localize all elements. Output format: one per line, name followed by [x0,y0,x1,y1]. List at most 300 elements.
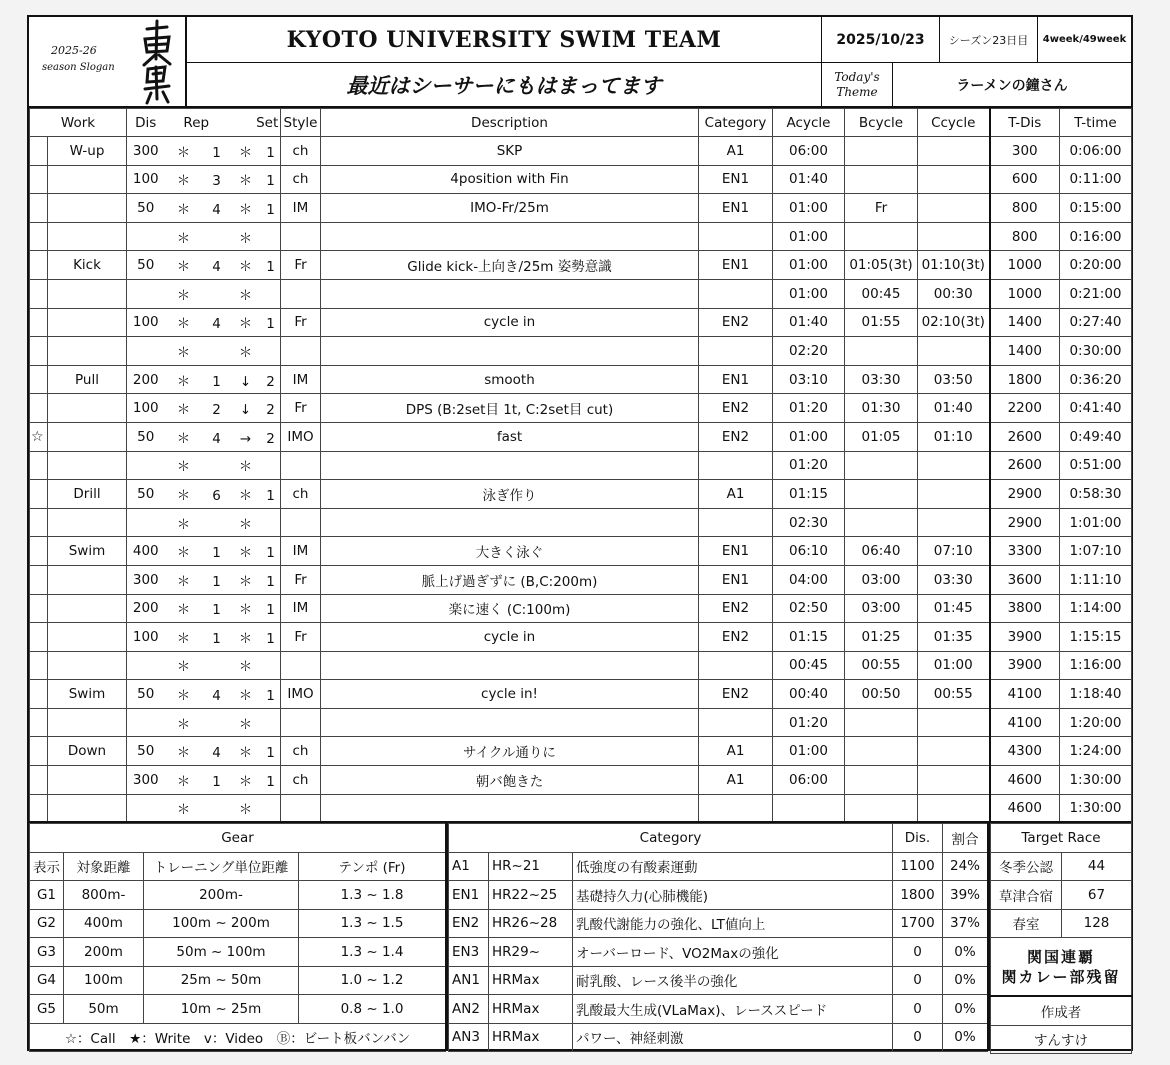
style-cell: ch [281,737,321,766]
category-cell [699,222,773,251]
category-cell: AN3 [449,1023,489,1052]
gear-cell: 800m- [64,881,144,910]
star-marker [30,279,48,308]
total-time-cell: 0:11:00 [1060,165,1132,194]
acycle-cell: 01:00 [773,422,845,451]
category-cell: 0 [893,966,943,995]
total-distance-cell: 4100 [990,680,1060,709]
work-cell [48,565,127,594]
total-time-cell: 0:58:30 [1060,480,1132,509]
set-value: 1 [266,745,275,762]
distance-cell: 50 [127,680,165,709]
target-race-cell: 128 [1062,909,1132,938]
ccycle-cell [918,222,990,251]
theme-label-line2: Theme [836,84,878,99]
category-cell: HRMax [489,1023,573,1052]
total-distance-cell: 4600 [990,794,1060,823]
bcycle-cell: 03:30 [845,365,918,394]
bcycle-cell [845,737,918,766]
gear-cell: 100m ~ 200m [144,909,299,938]
daily-message: 最近はシーサーにもはまってます [187,63,822,106]
ccycle-cell [918,337,990,366]
bcycle-cell: 00:50 [845,680,918,709]
acycle-cell: 02:30 [773,508,845,537]
category-cell: HR29~ [489,938,573,967]
category-cell: EN2 [699,594,773,623]
rep-set-cell [165,165,281,194]
category-dis-label: Dis. [893,824,943,853]
col-description: Description [321,109,699,137]
style-cell: Fr [281,565,321,594]
star-marker: ☆ [30,422,48,451]
total-distance-cell: 1000 [990,279,1060,308]
col-category: Category [699,109,773,137]
total-time-cell: 0:51:00 [1060,451,1132,480]
rep-set-cell [165,279,281,308]
workout-row [30,708,1132,737]
total-distance-cell: 4600 [990,766,1060,795]
description-cell [321,279,699,308]
star-marker [30,537,48,566]
category-cell: EN1 [699,537,773,566]
category-cell: 乳酸代謝能力の強化、LT値向上 [573,909,893,938]
gear-cell: 50m [64,995,144,1024]
distance-cell [127,337,165,366]
bcycle-cell [845,165,918,194]
category-cell: 39% [943,881,988,910]
rep-set-cell [165,308,281,337]
category-cell: EN2 [699,394,773,423]
workout-row [30,337,1132,366]
distance-cell [127,279,165,308]
star-marker [30,451,48,480]
rep-set-cell [165,451,281,480]
distance-cell: 50 [127,194,165,223]
description-cell: Glide kick-上向き/25m 姿勢意識 [321,251,699,280]
ccycle-cell [918,794,990,823]
star-marker [30,508,48,537]
distance-cell: 300 [127,565,165,594]
category-cell: EN2 [699,680,773,709]
operator-symbol: ＊ [238,201,253,218]
total-time-cell: 0:36:20 [1060,365,1132,394]
total-time-cell: 0:16:00 [1060,222,1132,251]
description-cell: IMO-Fr/25m [321,194,699,223]
star-marker [30,365,48,394]
description-cell: 脈上げ過ぎずに (B,C:200m) [321,565,699,594]
ccycle-cell: 01:10 [918,422,990,451]
total-distance-cell: 3800 [990,594,1060,623]
workout-row [30,766,1132,795]
set-value: 1 [266,487,275,504]
category-row [449,995,988,1024]
style-cell: IM [281,594,321,623]
rep-value: 4 [212,430,221,447]
work-cell [48,508,127,537]
operator-symbol: ＊ [176,630,191,647]
theme-label-line1: Today's [834,69,880,84]
category-row [449,881,988,910]
gear-cell: G3 [30,938,64,967]
rep-value: 4 [212,688,221,705]
category-row [449,966,988,995]
work-cell [48,194,127,223]
acycle-cell: 01:20 [773,708,845,737]
ccycle-cell [918,165,990,194]
category-cell: 1800 [893,881,943,910]
style-cell: ch [281,137,321,166]
bcycle-cell: 01:30 [845,394,918,423]
acycle-cell: 01:40 [773,165,845,194]
style-cell: IM [281,194,321,223]
total-distance-cell: 2900 [990,480,1060,509]
operator-symbol: ↓ [239,402,252,419]
category-cell: 0% [943,966,988,995]
rep-set-cell [165,565,281,594]
ccycle-cell: 07:10 [918,537,990,566]
operator-symbol: ＊ [176,573,191,590]
goal-line-2: 関カレー部残留 [1001,967,1121,986]
star-marker [30,766,48,795]
total-distance-cell: 2200 [990,394,1060,423]
star-marker [30,251,48,280]
description-cell: 4position with Fin [321,165,699,194]
work-cell [48,766,127,795]
author-name: すんすけ [991,1025,1132,1054]
col-rep-set [165,109,281,137]
ccycle-cell [918,137,990,166]
work-cell [48,623,127,652]
gear-row [30,995,446,1024]
operator-symbol: ＊ [176,716,191,733]
rep-set-cell [165,222,281,251]
operator-symbol: ＊ [238,173,253,190]
bcycle-cell [845,137,918,166]
gear-cell: 25m ~ 50m [144,966,299,995]
distance-cell: 200 [127,594,165,623]
work-cell [48,222,127,251]
rep-set-cell [165,508,281,537]
ccycle-cell: 00:55 [918,680,990,709]
operator-symbol: ＊ [238,630,253,647]
practice-sheet [27,15,1133,1051]
rep-value: 4 [212,316,221,333]
operator-symbol: ＊ [176,201,191,218]
rep-value: 1 [212,144,221,161]
category-cell: HRMax [489,995,573,1024]
star-marker [30,623,48,652]
distance-cell: 50 [127,737,165,766]
distance-cell: 200 [127,365,165,394]
gear-header: トレーニング単位距離 [144,852,299,881]
acycle-cell: 03:10 [773,365,845,394]
practice-date: 2025/10/23 [822,17,940,63]
set-value: 1 [266,773,275,790]
star-marker [30,308,48,337]
acycle-cell: 01:00 [773,222,845,251]
operator-symbol: ＊ [238,287,253,304]
rep-value: 4 [212,201,221,218]
category-cell: EN1 [699,565,773,594]
ccycle-cell [918,737,990,766]
rep-set-cell [165,480,281,509]
rep-value: 6 [212,487,221,504]
target-race-cell: 44 [1062,852,1132,881]
rep-set-cell [165,422,281,451]
distance-cell [127,222,165,251]
distance-cell: 50 [127,480,165,509]
category-ratio-label: 割合 [943,824,988,853]
operator-symbol: ＊ [176,144,191,161]
category-cell: 0 [893,1023,943,1052]
category-cell: 1700 [893,909,943,938]
category-cell: EN1 [449,881,489,910]
description-cell [321,451,699,480]
gear-header: テンポ (Fr) [299,852,446,881]
operator-symbol: ＊ [238,659,253,676]
todays-theme: ラーメンの鐘さん [956,77,1068,94]
rep-value: 2 [212,402,221,419]
gear-cell: 1.3 ~ 1.5 [299,909,446,938]
rep-set-cell [165,737,281,766]
operator-symbol: ＊ [176,659,191,676]
description-cell: サイクル通りに [321,737,699,766]
operator-symbol: → [239,430,252,447]
style-cell [281,451,321,480]
set-value: 1 [266,630,275,647]
bcycle-cell [845,337,918,366]
operator-symbol: ＊ [238,459,253,476]
set-value: 1 [266,602,275,619]
total-time-cell: 1:01:00 [1060,508,1132,537]
gear-cell: 1.0 ~ 1.2 [299,966,446,995]
col-tdis: T-Dis [990,109,1060,137]
acycle-cell: 06:00 [773,137,845,166]
work-cell [48,594,127,623]
col-style: Style [281,109,321,137]
work-cell: Swim [48,537,127,566]
col-rep: Rep [183,114,210,131]
total-distance-cell: 3900 [990,623,1060,652]
team-name: KYOTO UNIVERSITY SWIM TEAM [187,17,822,63]
distance-cell: 300 [127,766,165,795]
gear-cell: G4 [30,966,64,995]
acycle-cell: 01:15 [773,480,845,509]
total-distance-cell: 4300 [990,737,1060,766]
distance-cell: 100 [127,308,165,337]
total-distance-cell: 3900 [990,651,1060,680]
total-distance-cell: 1800 [990,365,1060,394]
style-cell: ch [281,480,321,509]
workout-row [30,137,1132,166]
category-cell: 0 [893,995,943,1024]
summary-section [29,821,1131,1051]
category-row [449,852,988,881]
operator-symbol: ＊ [238,545,253,562]
operator-symbol: ＊ [238,745,253,762]
target-race-cell: 冬季公認 [991,852,1062,881]
work-cell [48,165,127,194]
bcycle-cell: 01:05(3t) [845,251,918,280]
operator-symbol: ＊ [238,688,253,705]
operator-symbol: ＊ [238,487,253,504]
category-cell [699,279,773,308]
ccycle-cell: 00:30 [918,279,990,308]
col-ccycle: Ccycle [918,109,990,137]
acycle-cell: 01:15 [773,623,845,652]
operator-symbol: ＊ [176,259,191,276]
style-cell: IMO [281,422,321,451]
work-cell [48,451,127,480]
total-distance-cell: 600 [990,165,1060,194]
description-cell [321,222,699,251]
star-marker [30,337,48,366]
total-time-cell: 1:30:00 [1060,766,1132,795]
work-cell [48,279,127,308]
category-cell: HR~21 [489,852,573,881]
gear-row [30,966,446,995]
ccycle-cell: 01:35 [918,623,990,652]
ccycle-cell: 03:50 [918,365,990,394]
col-ttime: T-time [1060,109,1132,137]
rep-set-cell [165,794,281,823]
ccycle-cell [918,708,990,737]
star-marker [30,680,48,709]
ccycle-cell [918,480,990,509]
description-cell: 大きく泳ぐ [321,537,699,566]
set-value: 2 [266,402,275,419]
star-marker [30,794,48,823]
operator-symbol: ＊ [238,573,253,590]
total-time-cell: 0:20:00 [1060,251,1132,280]
bcycle-cell [845,508,918,537]
workout-row [30,222,1132,251]
bcycle-cell: 01:05 [845,422,918,451]
work-cell: Swim [48,680,127,709]
set-value: 1 [266,259,275,276]
category-cell: EN2 [699,623,773,652]
category-cell: EN1 [699,165,773,194]
target-race-row [991,909,1132,938]
gear-cell: G5 [30,995,64,1024]
total-time-cell: 0:06:00 [1060,137,1132,166]
marker-legend: ☆：Call ★：Write v：Video Ⓑ：ビート板バンバン [30,1023,446,1052]
style-cell: Fr [281,251,321,280]
workout-row [30,480,1132,509]
operator-symbol: ＊ [238,516,253,533]
category-cell: EN3 [449,938,489,967]
total-time-cell: 0:41:40 [1060,394,1132,423]
total-distance-cell: 1400 [990,337,1060,366]
set-value: 2 [266,373,275,390]
gear-cell: 200m [64,938,144,967]
workout-row [30,194,1132,223]
description-cell: 朝バ飽きた [321,766,699,795]
season-slogan-box [29,17,187,106]
total-distance-cell: 3300 [990,537,1060,566]
distance-cell [127,508,165,537]
workout-row [30,251,1132,280]
work-cell [48,337,127,366]
operator-symbol: ＊ [238,259,253,276]
star-marker [30,222,48,251]
distance-cell: 100 [127,165,165,194]
operator-symbol: ＊ [238,602,253,619]
rep-value: 1 [212,573,221,590]
bcycle-cell [845,222,918,251]
gear-row [30,909,446,938]
bcycle-cell: 01:55 [845,308,918,337]
description-cell: cycle in [321,308,699,337]
total-time-cell: 1:24:00 [1060,737,1132,766]
style-cell: ch [281,766,321,795]
star-marker [30,737,48,766]
operator-symbol: ＊ [176,688,191,705]
description-cell: 楽に速く (C:100m) [321,594,699,623]
category-cell: 37% [943,909,988,938]
category-cell: A1 [449,852,489,881]
author-label: 作成者 [991,996,1132,1025]
work-cell: W-up [48,137,127,166]
total-distance-cell: 1000 [990,251,1060,280]
week-counter: 4week/49week [1038,17,1131,63]
gear-cell: 200m- [144,881,299,910]
distance-cell [127,651,165,680]
workout-row [30,394,1132,423]
star-marker [30,480,48,509]
col-set: Set [256,114,279,131]
rep-set-cell [165,708,281,737]
work-cell [48,394,127,423]
star-marker [30,651,48,680]
category-cell: EN2 [699,308,773,337]
theme-label [822,63,893,106]
workout-row [30,308,1132,337]
operator-symbol: ＊ [238,230,253,247]
description-cell [321,794,699,823]
total-distance-cell: 1400 [990,308,1060,337]
star-marker [30,708,48,737]
category-cell: EN1 [699,251,773,280]
workout-row [30,651,1132,680]
distance-cell: 100 [127,623,165,652]
ccycle-cell: 01:10(3t) [918,251,990,280]
acycle-cell: 02:20 [773,337,845,366]
set-value: 1 [266,144,275,161]
rep-value: 1 [212,373,221,390]
operator-symbol: ＊ [176,459,191,476]
gear-table [29,823,446,1052]
gear-cell: G1 [30,881,64,910]
gear-cell: 10m ~ 25m [144,995,299,1024]
category-cell: 低強度の有酸素運動 [573,852,893,881]
set-value: 1 [266,316,275,333]
workout-row [30,451,1132,480]
acycle-cell: 01:00 [773,737,845,766]
bcycle-cell: 00:45 [845,279,918,308]
ccycle-cell [918,766,990,795]
style-cell: ch [281,165,321,194]
rep-set-cell [165,194,281,223]
work-cell: Pull [48,365,127,394]
category-cell: HR22~25 [489,881,573,910]
rep-set-cell [165,251,281,280]
total-time-cell: 0:49:40 [1060,422,1132,451]
workout-row [30,537,1132,566]
style-cell: IMO [281,680,321,709]
workout-row [30,565,1132,594]
distance-cell: 400 [127,537,165,566]
